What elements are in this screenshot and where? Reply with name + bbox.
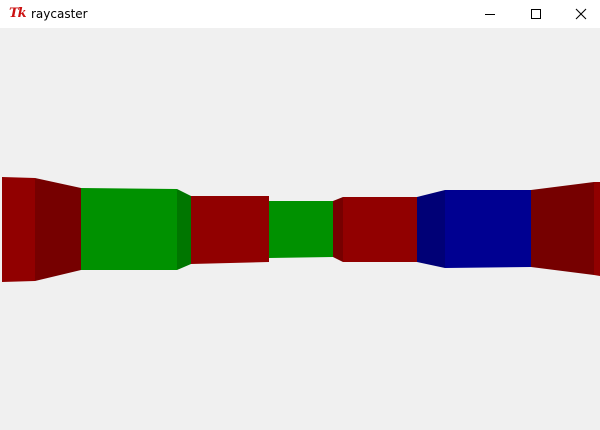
wall-dark-green-1 <box>177 189 191 270</box>
minimize-button[interactable] <box>467 0 513 28</box>
wall-dark-red-1 <box>35 178 81 281</box>
wall-dark-blue-1 <box>417 190 445 268</box>
maximize-icon <box>530 8 542 20</box>
maximize-button[interactable] <box>513 0 559 28</box>
wall-red-4 <box>594 182 600 276</box>
tk-icon: Tk <box>9 6 26 21</box>
wall-dark-red-2 <box>333 197 343 262</box>
wall-red-3 <box>343 197 417 262</box>
close-icon <box>575 8 587 20</box>
wall-dark-red-3 <box>531 182 594 275</box>
title-bar[interactable] <box>0 0 600 28</box>
minimize-icon <box>484 8 496 20</box>
wall-green-1 <box>81 188 177 270</box>
wall-red-1 <box>2 177 35 282</box>
raycast-viewport[interactable] <box>0 28 600 430</box>
close-button[interactable] <box>559 0 600 28</box>
wall-blue-1 <box>445 190 531 268</box>
window-title: raycaster <box>31 7 88 21</box>
wall-green-2 <box>269 201 333 258</box>
wall-red-2 <box>191 196 269 264</box>
